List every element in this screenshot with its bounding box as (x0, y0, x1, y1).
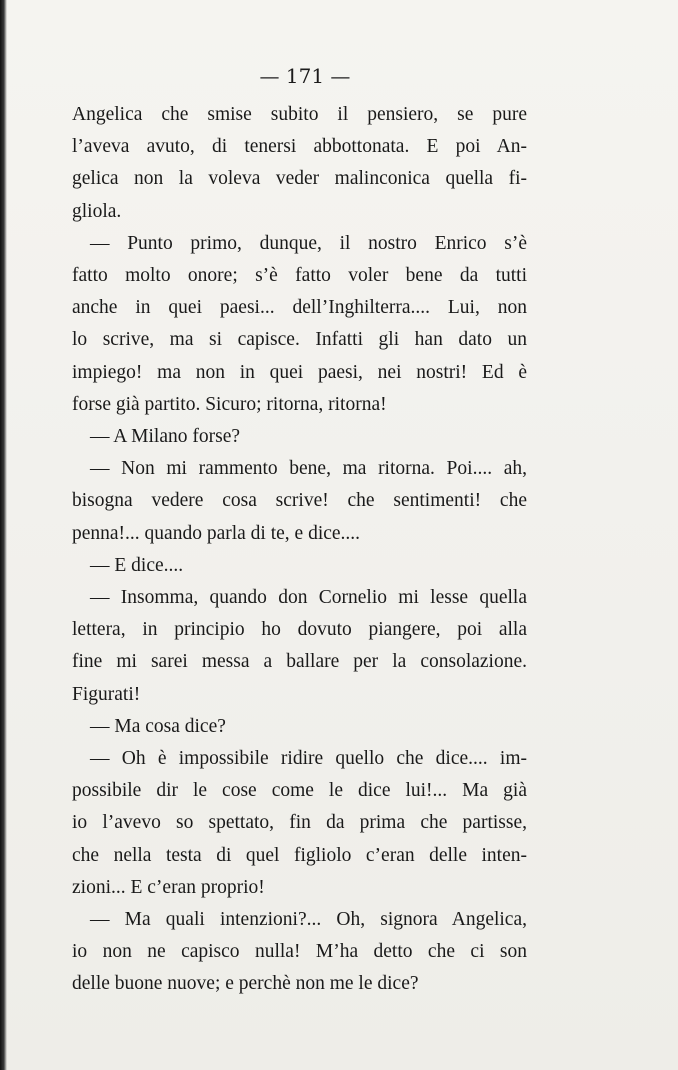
text-line: delle buone nuove; e perchè non me le dice? (72, 973, 419, 995)
text-line: Angelica che smise subito il pensiero, se pure (72, 104, 527, 125)
text-line: — E dice.... (90, 554, 184, 576)
text-line: forse già partito. Sicuro; ritorna, ritorna! (72, 393, 387, 415)
text-line: che nella testa di quel figliolo c’eran delle inten- (72, 844, 527, 866)
text-line: anche in quei paesi... dell’Inghilterra.... Lui, non (72, 297, 527, 319)
text-line: — Ma cosa dice? (90, 715, 226, 737)
text-line: — A Milano forse? (90, 426, 241, 448)
text-line: lo scrive, ma si capisce. Infatti gli han dato un (72, 329, 527, 351)
text-line: l’aveva avuto, di tenersi abbottonata. E poi An- (72, 136, 527, 158)
page-number: — 171 — (259, 64, 351, 88)
text-line: io l’avevo so spettato, fin da prima che partisse, (72, 812, 527, 834)
text-line: — Non mi rammento bene, ma ritorna. Poi.... ah, (90, 458, 527, 480)
body-text (72, 99, 527, 1001)
text-line: gliola. (72, 200, 122, 222)
text-line: lettera, in principio ho dovuto piangere, poi alla (72, 619, 527, 641)
text-line: — Oh è impossibile ridire quello che dice.... im- (90, 748, 527, 770)
text-line: zioni... E c’eran proprio! (72, 876, 265, 898)
text-line: impiego! ma non in quei paesi, nei nostri! Ed è (72, 361, 527, 383)
text-line: — Insomma, quando don Cornelio mi lesse quella (90, 587, 527, 609)
text-line: Figurati! (72, 683, 141, 705)
text-line: — Punto primo, dunque, il nostro Enrico s’è (90, 232, 527, 254)
text-line: bisogna vedere cosa scrive! che sentimenti! che (72, 490, 527, 512)
text-line: fatto molto onore; s’è fatto voler bene da tutti (72, 265, 527, 287)
binding-edge (0, 0, 7, 1070)
text-line: penna!... quando parla di te, e dice.... (72, 522, 361, 544)
text-line: possibile dir le cose come le dice lui!... Ma già (72, 780, 527, 802)
text-line: gelica non la voleva veder malinconica quella fi- (72, 168, 527, 190)
text-line: io non ne capisco nulla! M’ha detto che ci son (72, 941, 527, 963)
text-line: fine mi sarei messa a ballare per la consolazione. (72, 651, 527, 673)
text-line: — Ma quali intenzioni?... Oh, signora Angelica, (90, 909, 527, 931)
